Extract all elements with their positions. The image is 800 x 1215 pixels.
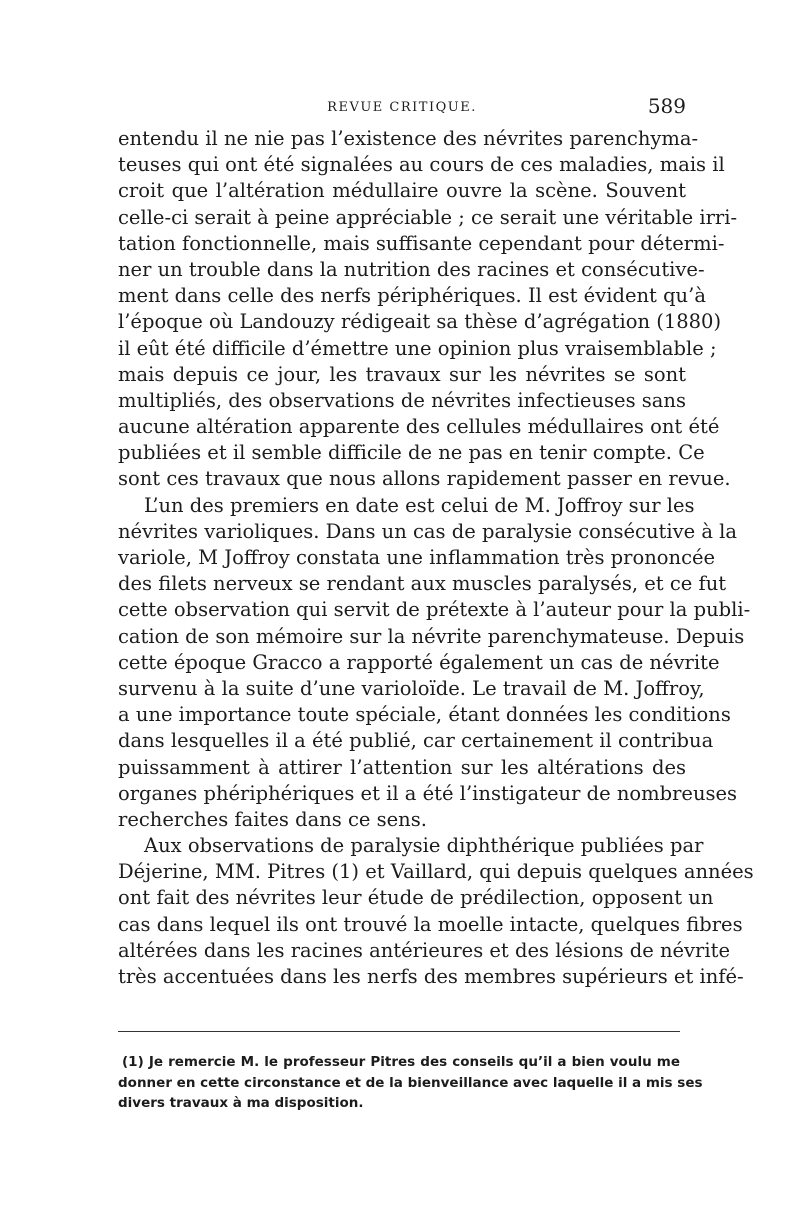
text-line: névrites varioliques. Dans un cas de paralysie consécutive à la <box>118 519 738 543</box>
text-line: cette époque Gracco a rapporté également un cas de névrite <box>118 650 720 674</box>
text-line: recherches faites dans ce sens. <box>118 807 427 831</box>
text-line: variole, M Joffroy constata une inflammation très prononcée <box>118 546 716 569</box>
text-line: mais depuis ce jour, les travaux sur les névrites se sont <box>118 362 686 386</box>
footnote <box>118 1052 703 1114</box>
text-line: organes phériphériques et il a été l’instigateur de nombreuses <box>118 781 738 805</box>
text-line: croit que l’altération médullaire ouvre la scène. Souvent <box>118 179 686 203</box>
text-line: ment dans celle des nerfs périphériques. Il est évident qu’à <box>118 284 706 308</box>
text-line: Déjerine, MM. Pitres (1) et Vaillard, qui depuis quelques années <box>118 860 754 884</box>
text-line: L’un des premiers en date est celui de M. Joffroy sur les <box>144 493 695 517</box>
text-line: Aux observations de paralysie diphthérique publiées par <box>144 834 704 858</box>
text-line: cation de son mémoire sur la névrite parenchymateuse. Depuis <box>118 624 745 648</box>
text-line: aucune altération apparente des cellules médullaires ont été <box>118 415 720 439</box>
text-line: très accentuées dans les nerfs des membres supérieurs et infé- <box>118 965 744 988</box>
text-line: ner un trouble dans la nutrition des racines et consécutive- <box>118 257 705 281</box>
running-header <box>118 94 686 124</box>
footnote-line: divers travaux à ma disposition. <box>118 1095 364 1111</box>
text-line: sont ces travaux que nous allons rapidement passer en revue. <box>118 467 731 491</box>
text-line: il eût été difficile d’émettre une opinion plus vraisemblable ; <box>118 336 717 360</box>
footnote-line: (1) Je remercie M. le professeur Pitres des conseils qu’il a bien voulu me <box>122 1054 680 1070</box>
text-line: cette observation qui servit de prétexte à l’auteur pour la publi- <box>118 598 751 622</box>
text-line: des filets nerveux se rendant aux muscles paralysés, et ce fut <box>118 572 727 596</box>
running-title: REVUE CRITIQUE. <box>327 100 477 115</box>
text-line: l’époque où Landouzy rédigeait sa thèse d’agrégation (1880) <box>118 310 722 334</box>
footnote-line: donner en cette circonstance et de la bienveillance avec laquelle il a mis ses <box>118 1074 703 1091</box>
text-line: dans lesquelles il a été publié, car certainement il contribua <box>118 729 714 753</box>
text-line: tation fonctionnelle, mais suffisante cependant pour détermi- <box>118 231 725 255</box>
text-line: survenu à la suite d’une varioloïde. Le travail de M. Joffroy, <box>118 676 705 700</box>
text-line: celle-ci serait à peine appréciable ; ce serait une véritable irri- <box>118 205 738 229</box>
text-line: a une importance toute spéciale, étant données les conditions <box>118 703 731 727</box>
text-line: multipliés, des observations de névrites infectieuses sans <box>118 388 686 412</box>
text-line: entendu il ne nie pas l’existence des névrites parenchyma- <box>118 127 699 150</box>
footnote-divider <box>118 1031 680 1032</box>
text-line: ont fait des névrites leur étude de prédilection, opposent un <box>118 886 714 910</box>
text-line: teuses qui ont été signalées au cours de ces maladies, mais il <box>118 153 725 177</box>
text-line: publiées et il semble difficile de ne pas en tenir compte. Ce <box>118 441 705 465</box>
body-text <box>118 126 754 990</box>
text-line: altérées dans les racines antérieures et des lésions de névrite <box>118 938 730 962</box>
text-line: cas dans lequel ils ont trouvé la moelle intacte, quelques fibres <box>118 912 743 936</box>
text-line: puissamment à attirer l’attention sur les altérations des <box>118 755 686 779</box>
page-number: 589 <box>647 94 686 118</box>
